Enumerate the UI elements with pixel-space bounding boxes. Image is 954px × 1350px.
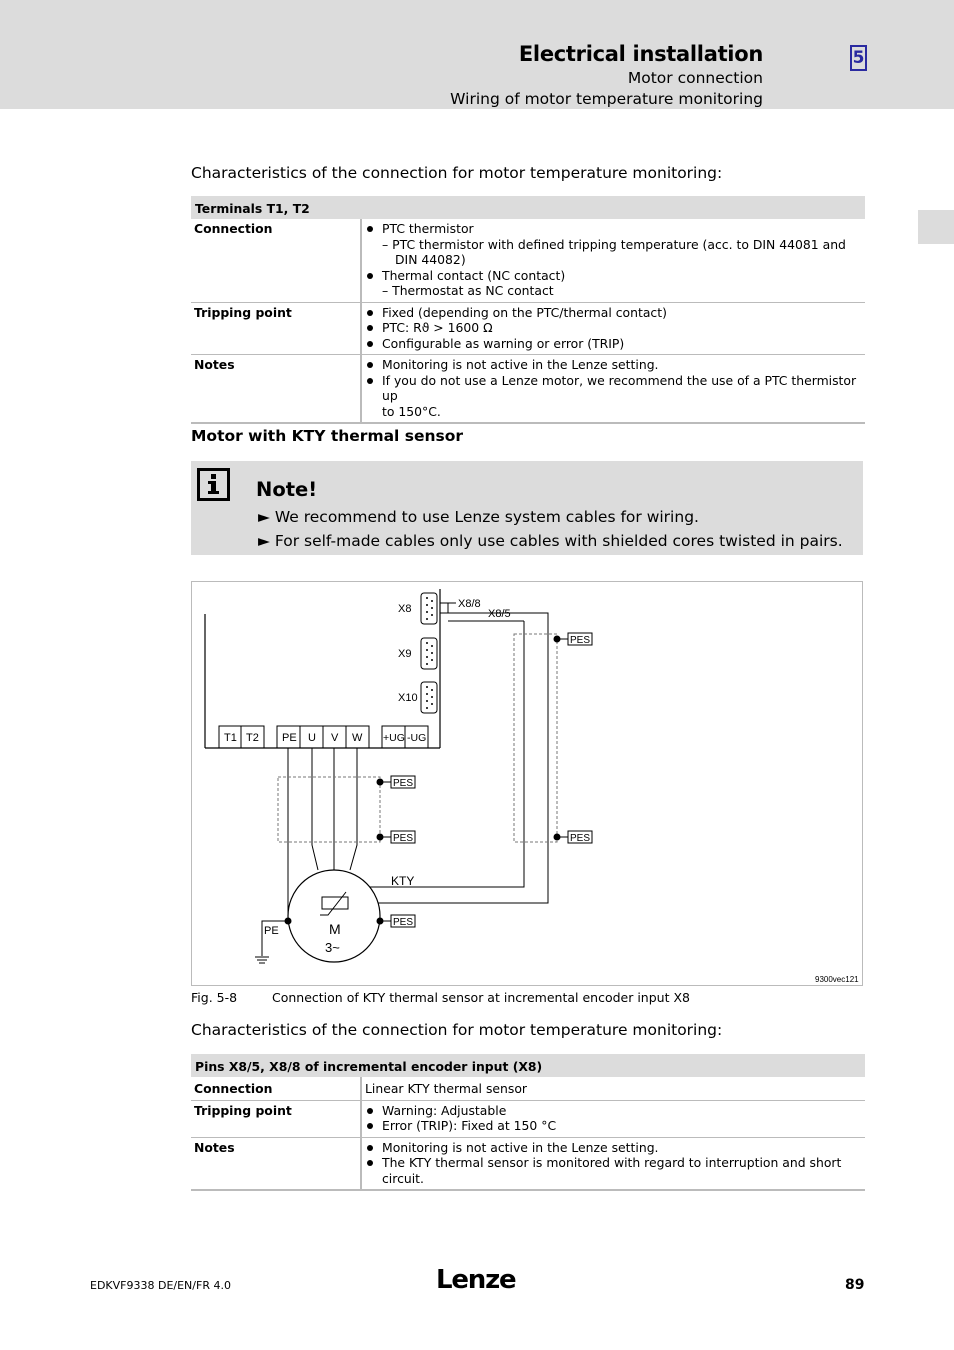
intro-text-1: Characteristics of the connection for motor temperature monitoring: — [191, 164, 723, 182]
row-label: Tripping point — [191, 302, 361, 355]
row-label: Connection — [191, 219, 361, 302]
label-x10: X10 — [398, 692, 418, 704]
row-label: Connection — [191, 1077, 361, 1100]
note-box — [191, 461, 863, 555]
label-kty: KTY — [391, 874, 415, 888]
table-row — [191, 1100, 865, 1137]
row-label: Notes — [191, 1137, 361, 1190]
subsection-title: Wiring of motor temperature monitoring — [450, 90, 763, 108]
encoder-pins-table — [191, 1054, 865, 1191]
list-item: DIN 44082) — [395, 252, 466, 267]
list-item: If you do not use a Lenze motor, we recommend the use of a PTC thermistor up — [365, 373, 861, 404]
label-pes: PES — [393, 778, 414, 789]
row-value — [361, 302, 865, 355]
label-pe: PE — [282, 732, 297, 744]
table-row — [191, 1137, 865, 1190]
list-item: Warning: Adjustable — [365, 1103, 861, 1119]
label-x8-5: X8/5 — [488, 608, 511, 620]
label-v: V — [331, 732, 339, 744]
label-x8-8: X8/8 — [458, 598, 481, 610]
label-pes: PES — [570, 635, 591, 646]
label-x9: X9 — [398, 648, 412, 660]
row-value — [361, 1100, 865, 1137]
table-row — [191, 219, 865, 302]
label-motor-m: M — [329, 921, 341, 937]
label-motor-pe: PE — [264, 925, 279, 937]
note-line-1: ► We recommend to use Lenze system cables for wiring. — [258, 508, 699, 526]
document-id: EDKVF9338 DE/EN/FR 4.0 — [90, 1279, 231, 1292]
table-heading: Terminals T1, T2 — [191, 196, 865, 219]
wiring-diagram — [192, 582, 862, 985]
label-x8: X8 — [398, 603, 412, 615]
list-item: to 150°C. — [382, 403, 441, 419]
row-value — [361, 1137, 865, 1190]
table-heading: Pins X8/5, X8/8 of incremental encoder input (X8) — [191, 1054, 865, 1077]
table-row — [191, 302, 865, 355]
list-item: Fixed (depending on the PTC/thermal contact) — [365, 305, 861, 321]
subheading: Motor with KTY thermal sensor — [191, 427, 464, 445]
chapter-side-tab — [918, 210, 954, 244]
lenze-logo: Lenze — [436, 1265, 516, 1295]
label-pes: PES — [393, 917, 414, 928]
note-title: Note! — [256, 478, 318, 501]
label-pes: PES — [570, 833, 591, 844]
table-row — [191, 1077, 865, 1100]
row-label: Tripping point — [191, 1100, 361, 1137]
row-value — [361, 355, 865, 424]
list-item: Monitoring is not active in the Lenze setting. — [365, 1140, 861, 1156]
intro-text-2: Characteristics of the connection for motor temperature monitoring: — [191, 1021, 723, 1039]
list-item: circuit. — [382, 1170, 424, 1186]
label-w: W — [352, 732, 363, 744]
list-item: – PTC thermistor with defined tripping temperature (acc. to DIN 44081 and — [382, 236, 846, 252]
figure-number: Fig. 5-8 — [191, 990, 238, 1005]
figure-frame — [191, 581, 863, 986]
row-value: Linear KTY thermal sensor — [361, 1077, 865, 1100]
row-label: Notes — [191, 355, 361, 424]
list-item: Error (TRIP): Fixed at 150 °C — [365, 1118, 861, 1134]
list-item: The KTY thermal sensor is monitored with regard to interruption and short — [365, 1155, 861, 1171]
row-value — [361, 219, 865, 302]
list-item: Monitoring is not active in the Lenze setting. — [365, 357, 861, 373]
section-title: Motor connection — [627, 69, 763, 87]
label-ug-minus: -UG — [407, 732, 427, 744]
chapter-number: 5 — [850, 45, 867, 71]
figure-caption: Connection of KTY thermal sensor at incremental encoder input X8 — [272, 990, 690, 1005]
figure-code: 9300vec121 — [815, 975, 859, 984]
terminals-table — [191, 196, 865, 424]
label-t1: T1 — [224, 732, 237, 744]
label-motor-phase: 3~ — [325, 940, 340, 955]
label-ug-plus: +UG — [383, 732, 405, 744]
page-number: 89 — [845, 1277, 865, 1293]
list-item: PTC: Rϑ > 1600 Ω — [365, 320, 861, 336]
list-item: Configurable as warning or error (TRIP) — [365, 336, 861, 352]
list-item: PTC thermistor — [365, 221, 861, 237]
page-title: Electrical installation — [518, 42, 763, 66]
list-item: Thermal contact (NC contact) — [365, 268, 861, 284]
label-u: U — [308, 732, 316, 744]
label-pes: PES — [393, 833, 414, 844]
note-line-2: ► For self-made cables only use cables with shielded cores twisted in pairs. — [258, 532, 843, 550]
table-row — [191, 355, 865, 424]
list-item: – Thermostat as NC contact — [382, 283, 554, 298]
info-icon — [197, 468, 230, 501]
label-t2: T2 — [246, 732, 259, 744]
